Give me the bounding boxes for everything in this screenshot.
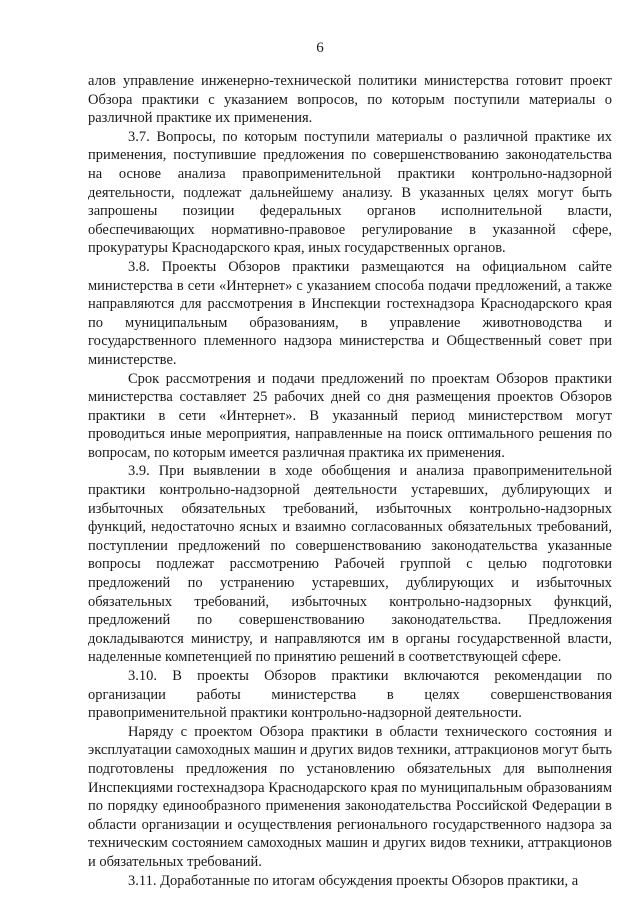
document-body — [88, 72, 612, 890]
paragraph-3-11: 3.11. Доработанные по итогам обсуждения проекты Обзоров практики, а — [128, 872, 579, 889]
paragraph-review-period: Срок рассмотрения и подачи предложений по проектам Обзоров практики министерства составляет 25 рабочих дней со дня размещения проектов Обзоров практики в сети «Интернет». В указанный период министерством могут проводиться иные мероприятия, направленные на поиск оптимального решения по вопросам, по которым имеется различная практика их применения. — [88, 370, 612, 461]
paragraph-3-7: 3.7. Вопросы, по которым поступили материалы о различной практике их применения, поступившие предложения по совершенствованию законодательства на основе анализа правоприменительной практики контрольно-надзорной деятельности, подлежат дальнейшему анализу. В указанных целях могут быть запрошены позиции федеральных органов исполнительной власти, обеспечивающих нормативно-правовое регулирование в указанной сфере, прокуратуры Краснодарского края, иных государственных органов. — [88, 128, 612, 257]
paragraph-technical-state: Наряду с проектом Обзора практики в области технического состояния и эксплуатации самоходных машин и других видов техники, аттракционов могут быть подготовлены предложения по установлению обязательных для выполнения Инспекциями гостехнадзора Краснодарского края по муниципальным образованиям по порядку единообразного применения законодательства Российской Федерации в области организации и осуществления регионального государственного надзора за техническим состоянием самоходных машин и других видов техники, аттракционов и обязательных требований. — [88, 723, 612, 870]
paragraph-continuation: алов управление инженерно-технической политики министерства готовит проект Обзора практики с указанием вопросов, по которым поступили материалы о различной практике их применения. — [88, 73, 612, 127]
paragraph-3-10: 3.10. В проекты Обзоров практики включаются рекомендации по организации работы министерства в целях совершенствования правоприменительной практики контрольно-надзорной деятельности. — [88, 668, 612, 722]
paragraph-3-8: 3.8. Проекты Обзоров практики размещаются на официальном сайте министерства в сети «Интернет» с указанием способа подачи предложений, а также направляются для рассмотрения в Инспекции гостехнадзора Краснодарского края по муниципальным образованиям, в управление животноводства и государственного племенного надзора министерства и Общественный совет при министерстве. — [88, 258, 612, 368]
paragraph-3-9: 3.9. При выявлении в ходе обобщения и анализа правоприменительной практики контрольно-надзорной деятельности устаревших, дублирующих и избыточных обязательных требований, избыточных контрольно-надзорных функций, недостаточно ясных и взаимно согласованных обязательных требований, поступлении предложений по совершенствованию законодательства указанные вопросы подлежат рассмотрению Рабочей группой с целью подготовки предложений по устранению устаревших, дублирующих и избыточных обязательных требований, избыточных контрольно-надзорных функций, предложений по совершенствованию законодательства. Предложения докладываются министру, и направляются им в органы государственной власти, наделенные компетенцией по принятию решений в соответствующей сфере. — [88, 463, 612, 666]
page-number: 6 — [316, 40, 324, 56]
